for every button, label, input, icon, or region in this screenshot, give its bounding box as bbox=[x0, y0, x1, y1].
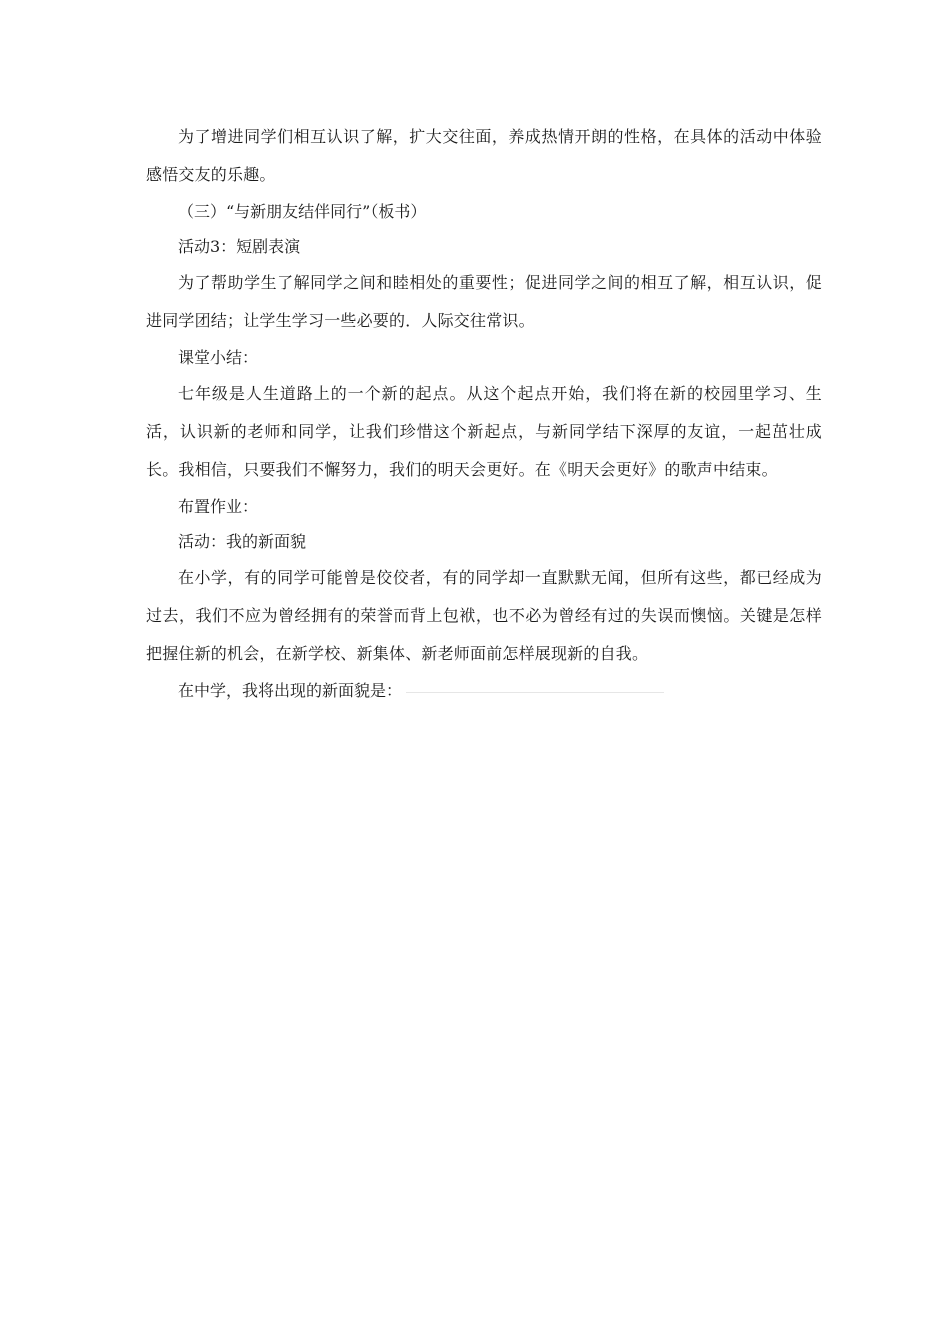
document-body bbox=[146, 118, 822, 708]
paragraph-purpose-friendship: 为了增进同学们相互认识了解，扩大交往面，养成热情开朗的性格，在具体的活动中体验感悟交友的乐趣。 bbox=[146, 127, 822, 184]
fill-in-line bbox=[146, 673, 822, 708]
answer-blank bbox=[406, 691, 664, 693]
class-summary-heading: 课堂小结： bbox=[178, 348, 259, 367]
section-heading-three: （三）“与新朋友结伴同行”（板书） bbox=[178, 202, 427, 221]
fill-in-prompt: 在中学，我将出现的新面貌是： bbox=[178, 681, 403, 700]
activity-new-look-heading: 活动：我的新面貌 bbox=[178, 532, 307, 551]
homework-heading: 布置作业： bbox=[178, 497, 259, 516]
paragraph-class-summary: 七年级是人生道路上的一个新的起点。从这个起点开始，我们将在新的校园里学习、生活，认识新的老师和同学，让我们珍惜这个新起点，与新同学结下深厚的友谊，一起茁壮成长。我相信，只要我们不懈努力，我们的明天会更好。在《明天会更好》的歌声中结束。 bbox=[146, 384, 822, 479]
activity-3-heading: 活动3：短剧表演 bbox=[178, 237, 301, 256]
paragraph-new-look: 在小学，有的同学可能曾是佼佼者，有的同学却一直默默无闻，但所有这些，都已经成为过去，我们不应为曾经拥有的荣誉而背上包袱，也不必为曾经有过的失误而懊恼。关键是怎样把握住新的机会，在新学校、新集体、新老师面前怎样展现新的自我。 bbox=[146, 568, 822, 663]
paragraph-skit-purpose: 为了帮助学生了解同学之间和睦相处的重要性；促进同学之间的相互了解，相互认识，促进同学团结；让学生学习一些必要的．人际交往常识。 bbox=[146, 273, 822, 330]
